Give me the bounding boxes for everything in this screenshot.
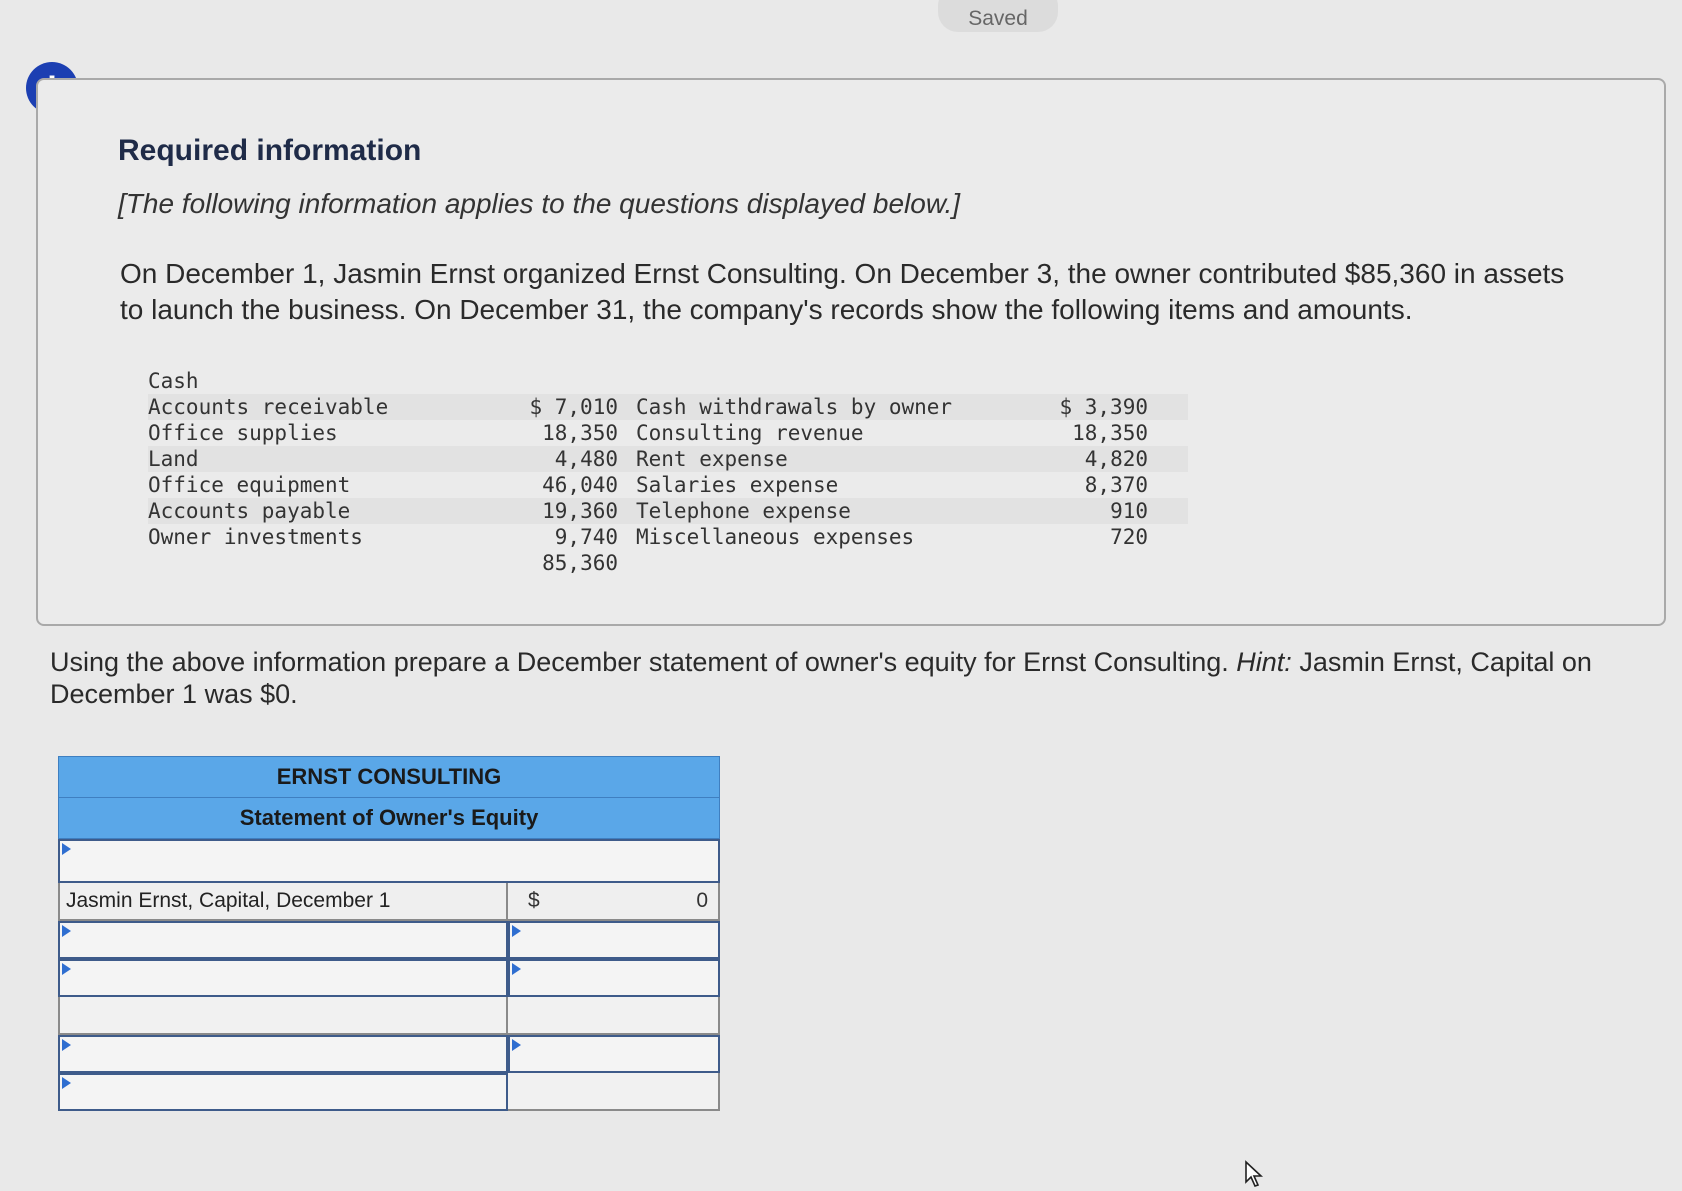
row-label-select[interactable] xyxy=(58,921,508,959)
item-label: Consulting revenue xyxy=(636,421,864,445)
item-amount xyxy=(1038,368,1148,394)
currency-symbol: $ xyxy=(528,889,540,912)
item-label: Office equipment xyxy=(148,473,351,497)
saved-label: Saved xyxy=(968,7,1028,30)
mouse-pointer-icon xyxy=(1244,1160,1268,1188)
prompt-text: Using the above information prepare a December statement of owner's equity for Ernst Consulting. xyxy=(50,647,1229,677)
dropdown-marker-icon xyxy=(62,1077,71,1089)
items-row xyxy=(148,498,1188,524)
statement-header xyxy=(58,756,720,839)
dropdown-marker-icon xyxy=(62,925,71,937)
item-amount: 9,740 xyxy=(554,525,618,549)
item-label: Land xyxy=(148,447,199,471)
items-row xyxy=(148,524,1188,550)
item-label xyxy=(148,550,488,576)
row-amount-static xyxy=(508,1073,720,1111)
item-amount: $ 3,390 xyxy=(1059,395,1148,419)
item-amount xyxy=(488,368,618,394)
info-body: On December 1, Jasmin Ernst organized Ernst Consulting. On December 3, the owner contributed $85,360 in assets to launch the business. On December 31, the company's records show the following items and amounts. xyxy=(120,258,1565,325)
dropdown-marker-icon xyxy=(512,963,521,975)
item-label: Owner investments xyxy=(148,525,363,549)
item-amount: $ 7,010 xyxy=(529,395,618,419)
hint-label: Hint: xyxy=(1236,647,1292,677)
statement-row xyxy=(58,921,720,959)
items-row xyxy=(148,472,1188,498)
row-label-select[interactable] xyxy=(58,959,508,997)
items-row xyxy=(148,420,1188,446)
statement-row xyxy=(58,883,720,921)
item-label xyxy=(618,368,1038,394)
item-label: Cash xyxy=(148,369,199,393)
item-label: Miscellaneous expenses xyxy=(636,525,915,549)
info-title: Required information xyxy=(118,134,422,167)
info-subtitle: [The following information applies to the questions displayed below.] xyxy=(118,188,961,219)
row-label-select[interactable] xyxy=(58,1035,508,1073)
statement-row xyxy=(58,997,720,1035)
dropdown-marker-icon xyxy=(62,963,71,975)
items-row xyxy=(148,446,1188,472)
row-amount-static xyxy=(508,997,720,1035)
row-amount-input[interactable] xyxy=(508,921,720,959)
item-amount: 46,040 xyxy=(542,473,618,497)
item-amount: 720 xyxy=(1110,525,1148,549)
owners-equity-statement xyxy=(58,756,720,1111)
item-amount: 18,350 xyxy=(1072,421,1148,445)
row-label-select[interactable] xyxy=(58,1073,508,1111)
item-label: Rent expense xyxy=(636,447,788,471)
company-name: ERNST CONSULTING xyxy=(59,757,719,798)
dropdown-marker-icon xyxy=(62,843,71,855)
amount-value: 0 xyxy=(696,889,708,912)
hint-text: Jasmin Ernst, Capital on December 1 was $0. xyxy=(50,647,1592,709)
item-label xyxy=(618,550,1038,576)
item-amount: 18,350 xyxy=(542,421,618,445)
row-label: Jasmin Ernst, Capital, December 1 xyxy=(58,883,508,921)
saved-status xyxy=(938,0,1058,32)
statement-row xyxy=(58,959,720,997)
items-table xyxy=(148,368,1188,576)
item-amount: 85,360 xyxy=(542,551,618,575)
question-prompt xyxy=(50,646,1650,710)
row-label-static xyxy=(58,997,508,1035)
statement-row xyxy=(58,1073,720,1111)
item-amount: 4,480 xyxy=(554,447,618,471)
items-row xyxy=(148,368,1188,394)
row-amount-input[interactable] xyxy=(508,959,720,997)
item-amount xyxy=(1038,550,1148,576)
item-label: Telephone expense xyxy=(636,499,851,523)
item-label: Office supplies xyxy=(148,421,338,445)
item-amount: 4,820 xyxy=(1084,447,1148,471)
dropdown-marker-icon xyxy=(512,1039,521,1051)
statement-name: Statement of Owner's Equity xyxy=(239,805,539,830)
row-amount-input[interactable] xyxy=(508,1035,720,1073)
item-amount: 910 xyxy=(1110,499,1148,523)
dropdown-marker-icon xyxy=(62,1039,71,1051)
item-label: Accounts receivable xyxy=(148,395,389,419)
dropdown-marker-icon xyxy=(512,925,521,937)
statement-date-input[interactable] xyxy=(58,839,720,883)
items-row xyxy=(148,550,1188,576)
item-amount: 8,370 xyxy=(1084,473,1148,497)
item-amount: 19,360 xyxy=(542,499,618,523)
item-label: Accounts payable xyxy=(148,499,351,523)
item-label: Cash withdrawals by owner xyxy=(636,395,953,419)
statement-row xyxy=(58,1035,720,1073)
item-label: Salaries expense xyxy=(636,473,839,497)
row-amount xyxy=(508,883,720,921)
items-row xyxy=(148,394,1188,420)
